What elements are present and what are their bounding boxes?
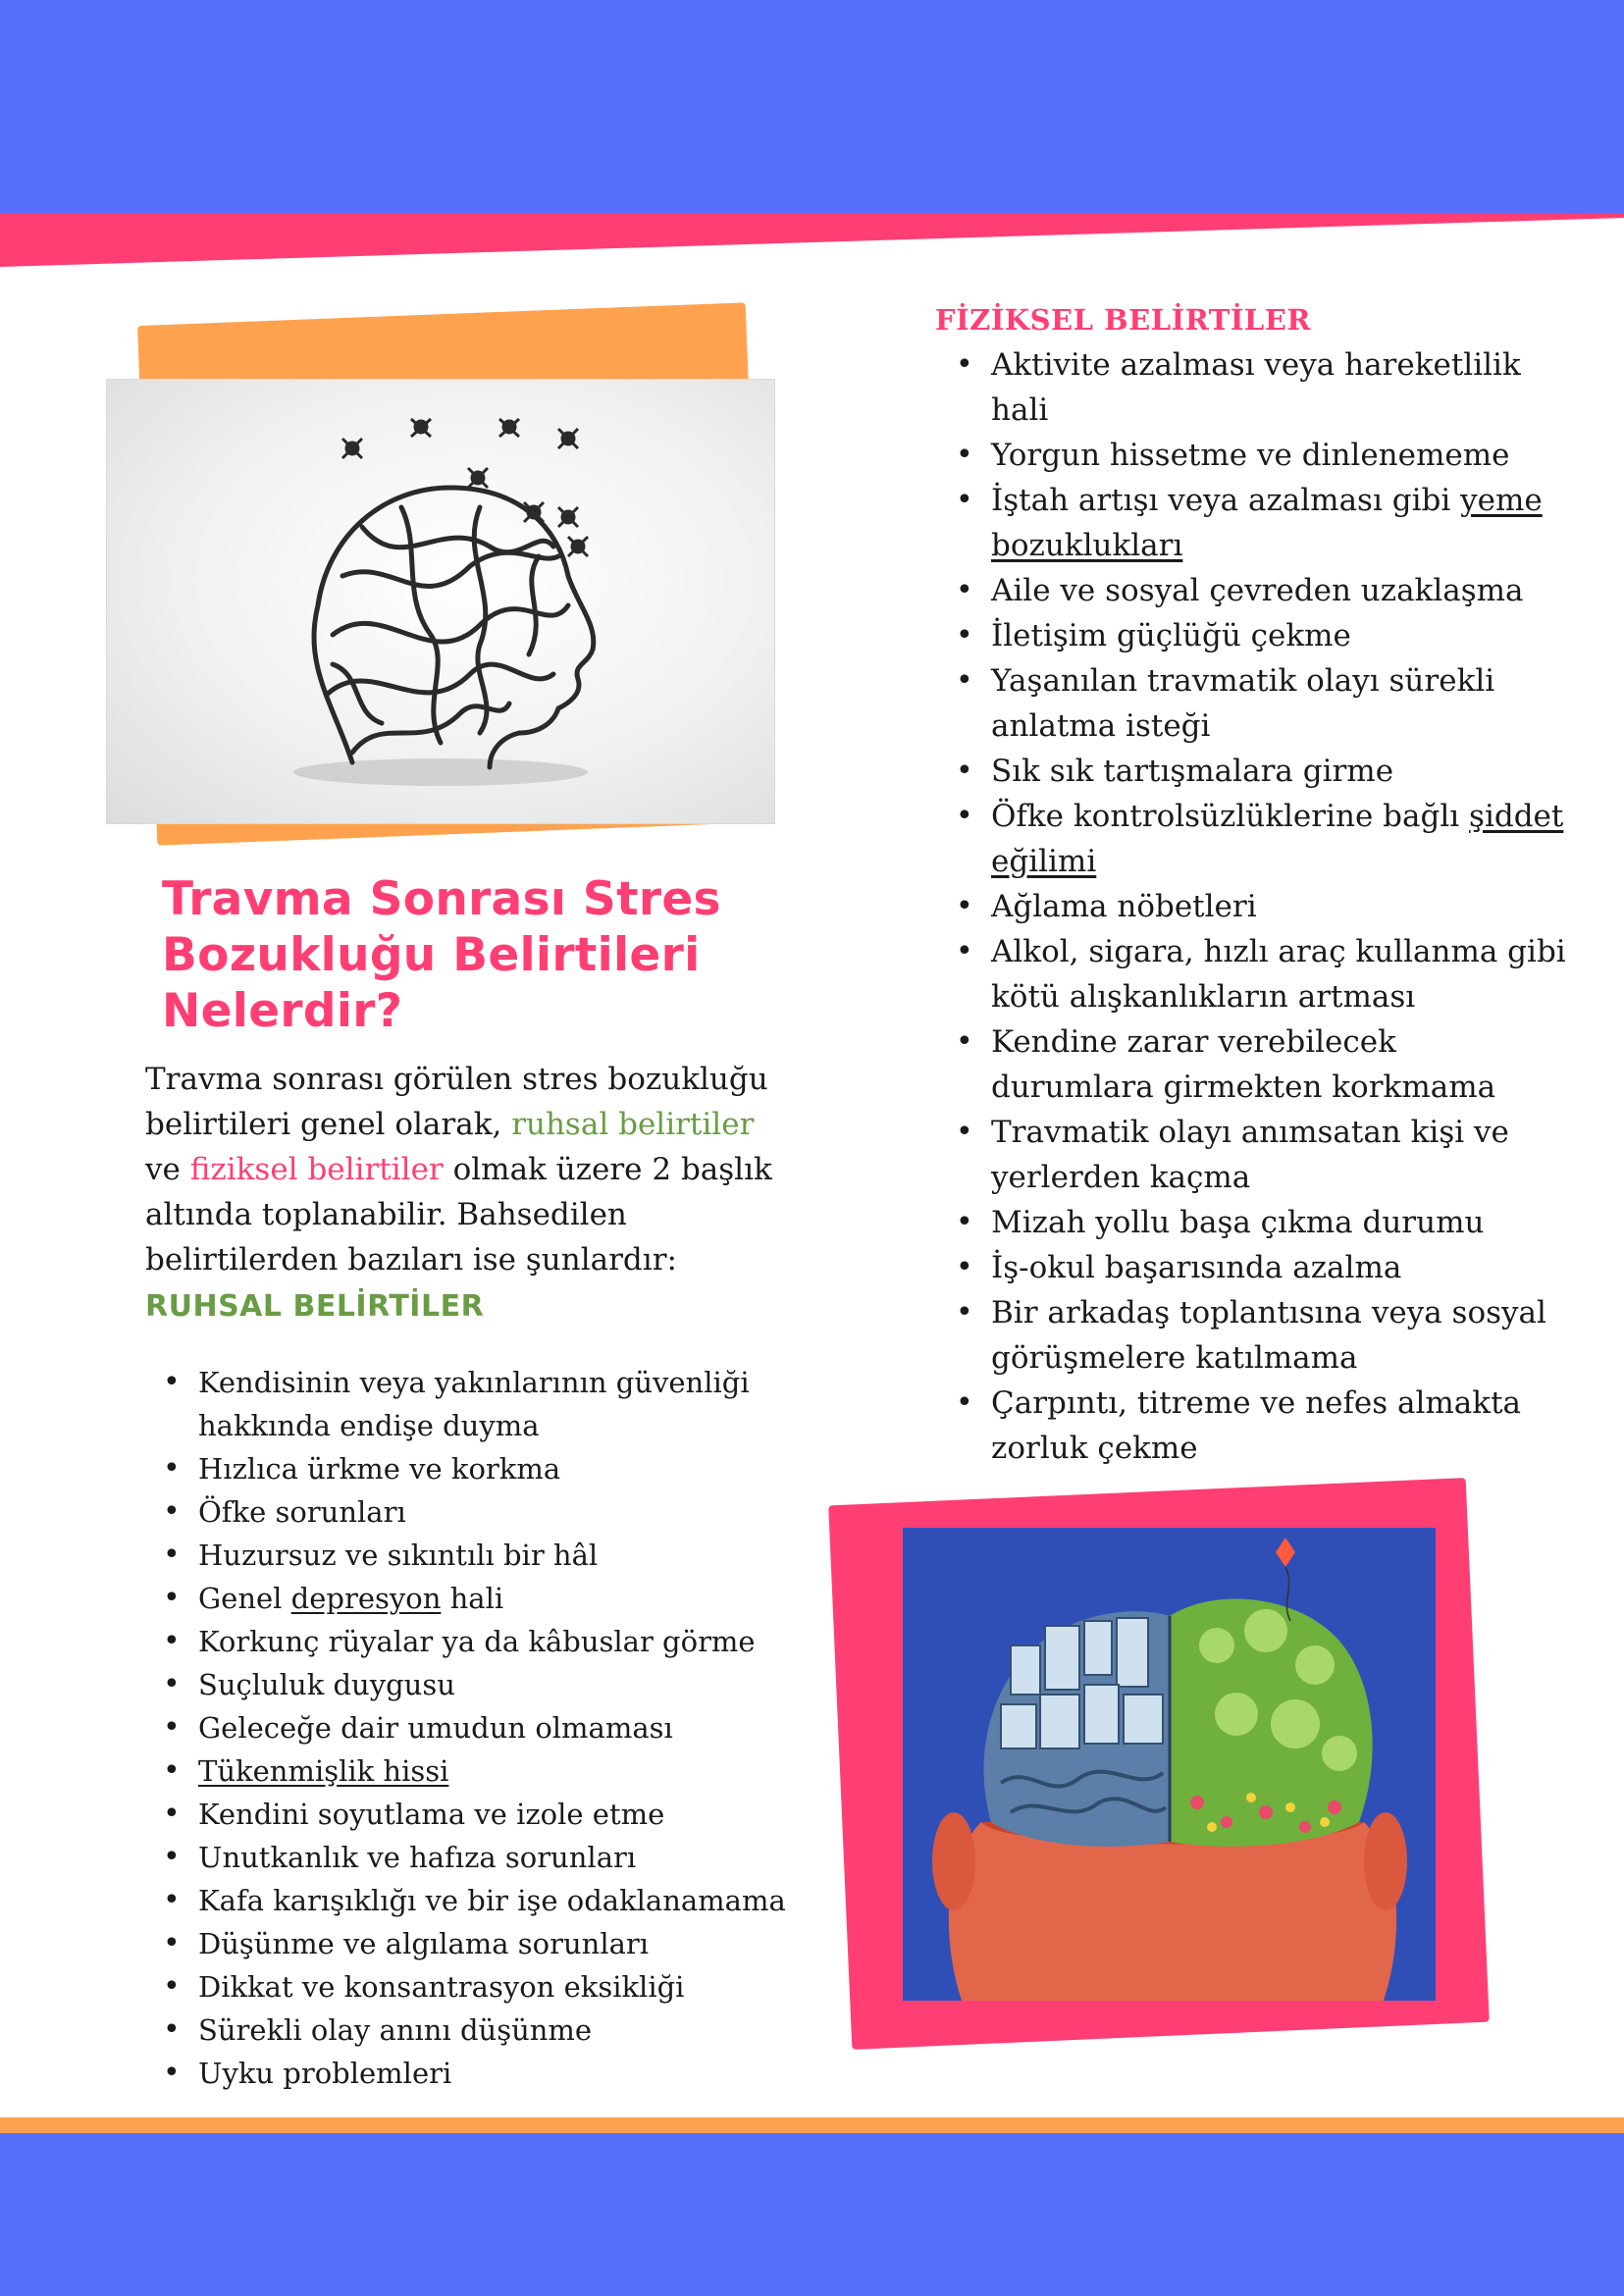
fiziksel-list	[938, 342, 1566, 1471]
list-item-text: Hızlıca ürkme ve korkma	[198, 1452, 561, 1486]
list-item	[938, 1381, 1566, 1471]
top-blue-band	[0, 0, 1624, 214]
list-item	[938, 1290, 1566, 1381]
list-item	[938, 478, 1566, 568]
list-item-text: Alkol, sigara, hızlı araç kullanma gibi kötü alışkanlıkların artması	[991, 934, 1566, 1015]
list-item-text: Suçluluk duygusu	[198, 1668, 455, 1701]
list-item	[145, 1534, 812, 1577]
yeme-bozukluklari-link[interactable]: yeme bozuklukları	[991, 483, 1543, 563]
list-item-text: Sürekli olay anını düşünme	[198, 2013, 593, 2047]
intro-text-1: Travma sonrası görülen stres bozukluğu belirtileri genel olarak,	[145, 1062, 768, 1142]
list-item	[938, 1200, 1566, 1245]
list-item	[938, 433, 1566, 478]
list-item-text: Travmatik olayı anımsatan kişi ve yerlerden kaçma	[991, 1115, 1509, 1195]
list-item	[145, 1749, 812, 1793]
list-item	[938, 929, 1566, 1019]
list-item-text: Bir arkadaş toplantısına veya sosyal görüşmelere katılmama	[991, 1295, 1546, 1376]
list-item-text: Öfke sorunları	[198, 1495, 406, 1529]
fiziksel-belirtiler-link[interactable]: fiziksel belirtiler	[189, 1152, 444, 1187]
list-item-text: Aile ve sosyal çevreden uzaklaşma	[991, 573, 1524, 608]
list-item	[145, 1490, 812, 1534]
list-item-text: Kendine zarar verebilecek durumlara girmekten korkmama	[991, 1024, 1496, 1105]
list-item-text: Geleceğe dair umudun olmaması	[198, 1711, 673, 1745]
list-item-text: hali	[441, 1582, 504, 1615]
page-title	[162, 871, 800, 1039]
list-item	[145, 1447, 812, 1490]
list-item-text: Korkunç rüyalar ya da kâbuslar görme	[198, 1625, 756, 1658]
list-item	[938, 884, 1566, 929]
list-item	[145, 1620, 812, 1663]
list-item	[145, 1965, 812, 2009]
list-item-text: Huzursuz ve sıkıntılı bir hâl	[198, 1539, 599, 1572]
list-item-text: Unutkanlık ve hafıza sorunları	[198, 1841, 637, 1874]
list-item	[938, 1019, 1566, 1110]
title-line-3: Nelerdir?	[162, 984, 403, 1038]
list-item	[145, 1706, 812, 1749]
depresyon-link[interactable]: depresyon	[290, 1582, 442, 1615]
list-item	[145, 1793, 812, 1836]
list-item	[145, 1361, 812, 1447]
list-item-text: Kendisinin veya yakınlarının güvenliği hakkında endişe duyma	[198, 1366, 750, 1442]
list-item-text: Dikkat ve konsantrasyon eksikliği	[198, 1970, 685, 2004]
list-item	[938, 794, 1566, 884]
intro-paragraph	[145, 1057, 783, 1282]
bottom-blue-band	[0, 2133, 1624, 2296]
title-line-1: Travma Sonrası Stres	[162, 872, 721, 926]
barbed-wire-head-icon	[106, 379, 775, 824]
list-item-text: Yorgun hissetme ve dinlenememe	[991, 438, 1510, 473]
list-item	[145, 1577, 812, 1620]
list-item	[938, 568, 1566, 613]
tukenmislik-hissi-link[interactable]: Tükenmişlik hissi	[198, 1754, 449, 1788]
list-item-text: İletişim güçlüğü çekme	[991, 618, 1351, 653]
ruhsal-heading: RUHSAL BELİRTİLER	[145, 1289, 485, 1324]
top-pink-strip	[0, 196, 1624, 275]
list-item	[145, 1836, 812, 1879]
ruhsal-belirtiler-link[interactable]: ruhsal belirtiler	[511, 1107, 755, 1142]
list-item	[938, 749, 1566, 794]
list-item-text: İş-okul başarısında azalma	[991, 1250, 1402, 1285]
title-line-2: Bozukluğu Belirtileri	[162, 928, 701, 982]
list-item	[938, 1110, 1566, 1200]
list-item-text: Mizah yollu başa çıkma durumu	[991, 1205, 1485, 1240]
list-item	[145, 2009, 812, 2052]
list-item-text: Uyku problemleri	[198, 2057, 452, 2090]
list-item-text: Sık sık tartışmalara girme	[991, 754, 1394, 789]
list-item-text: Yaşanılan travmatik olayı sürekli anlatma isteği	[991, 663, 1495, 744]
split-brain-illustration-icon	[903, 1528, 1436, 2001]
list-item	[145, 1922, 812, 1965]
list-item	[938, 658, 1566, 749]
intro-text-2: ve	[145, 1152, 190, 1187]
list-item-text: Çarpıntı, titreme ve nefes almakta zorluk çekme	[991, 1385, 1522, 1466]
list-item	[145, 1879, 812, 1922]
list-item	[938, 613, 1566, 658]
list-item-text: Kendini soyutlama ve izole etme	[198, 1798, 665, 1831]
list-item-text: Ağlama nöbetleri	[991, 889, 1257, 924]
list-item	[145, 2052, 812, 2095]
list-item	[938, 342, 1566, 433]
list-item-text: Kafa karışıklığı ve bir işe odaklanamama	[198, 1884, 786, 1917]
list-item	[938, 1245, 1566, 1290]
ruhsal-list	[145, 1361, 812, 2095]
list-item-text: İştah artışı veya azalması gibi	[991, 483, 1461, 518]
list-item	[145, 1663, 812, 1706]
list-item-text: Genel	[198, 1582, 291, 1615]
intro-text-3: olmak üzere 2 başlık altında toplanabilir. Bahsedilen belirtilerden bazıları ise şunlardır:	[145, 1152, 772, 1278]
list-item-text: Öfke kontrolsüzlüklerine bağlı	[991, 799, 1470, 834]
bottom-orange-stripe	[0, 2117, 1624, 2133]
siddet-egilimi-link[interactable]: şiddet eğilimi	[991, 799, 1564, 879]
fiziksel-heading: FİZİKSEL BELİRTİLER	[935, 303, 1312, 337]
list-item-text: Düşünme ve algılama sorunları	[198, 1927, 650, 1960]
list-item-text: Aktivite azalması veya hareketlilik hali	[991, 347, 1521, 428]
